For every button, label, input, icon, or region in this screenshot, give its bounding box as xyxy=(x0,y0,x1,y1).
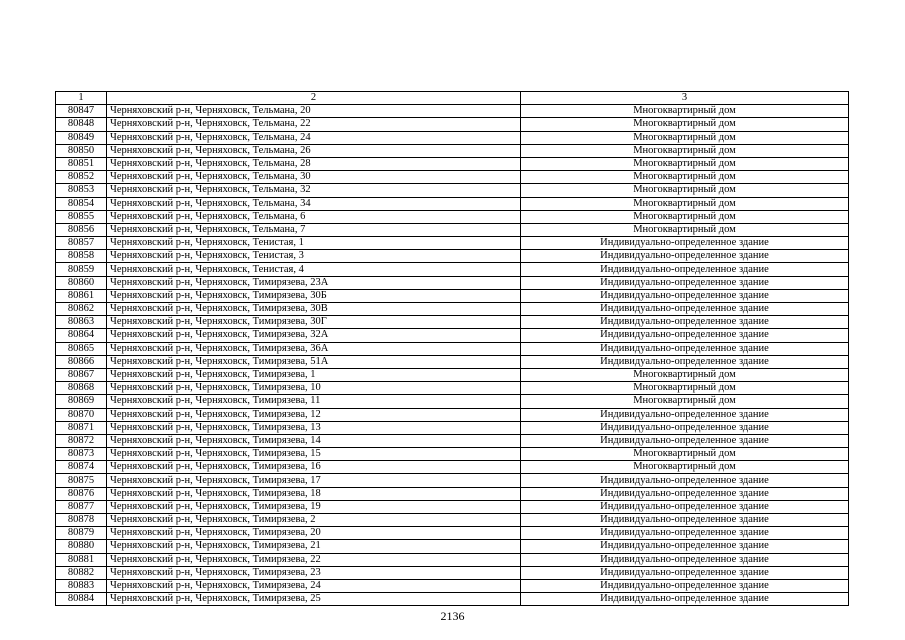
table-row xyxy=(56,171,849,184)
cell-number: 80848 xyxy=(56,118,107,131)
table-row xyxy=(56,210,849,223)
table-row xyxy=(56,184,849,197)
table-row xyxy=(56,250,849,263)
cell-number: 80875 xyxy=(56,474,107,487)
cell-object-type: Многоквартирный дом xyxy=(521,210,849,223)
cell-number: 80883 xyxy=(56,579,107,592)
cell-object-type: Индивидуально-определенное здание xyxy=(521,487,849,500)
cell-address: Черняховский р-н, Черняховск, Тимирязева, 13 xyxy=(107,421,521,434)
table-row xyxy=(56,131,849,144)
cell-address: Черняховский р-н, Черняховск, Тельмана, 22 xyxy=(107,118,521,131)
cell-object-type: Индивидуально-определенное здание xyxy=(521,514,849,527)
table-row xyxy=(56,474,849,487)
cell-number: 80878 xyxy=(56,514,107,527)
table-row xyxy=(56,566,849,579)
cell-object-type: Многоквартирный дом xyxy=(521,144,849,157)
cell-number: 80861 xyxy=(56,289,107,302)
cell-address: Черняховский р-н, Черняховск, Тимирязева, 30Г xyxy=(107,316,521,329)
table-row xyxy=(56,382,849,395)
cell-number: 80884 xyxy=(56,593,107,606)
cell-object-type: Многоквартирный дом xyxy=(521,448,849,461)
cell-address: Черняховский р-н, Черняховск, Тимирязева, 23А xyxy=(107,276,521,289)
cell-number: 80856 xyxy=(56,223,107,236)
cell-object-type: Многоквартирный дом xyxy=(521,223,849,236)
table-row xyxy=(56,289,849,302)
cell-address: Черняховский р-н, Черняховск, Тимирязева, 22 xyxy=(107,553,521,566)
cell-object-type: Индивидуально-определенное здание xyxy=(521,303,849,316)
cell-number: 80877 xyxy=(56,500,107,513)
table-row xyxy=(56,276,849,289)
cell-address: Черняховский р-н, Черняховск, Тимирязева, 21 xyxy=(107,540,521,553)
cell-address: Черняховский р-н, Черняховск, Тимирязева, 25 xyxy=(107,593,521,606)
table-row xyxy=(56,408,849,421)
table-row xyxy=(56,118,849,131)
cell-address: Черняховский р-н, Черняховск, Тимирязева, 24 xyxy=(107,579,521,592)
cell-object-type: Индивидуально-определенное здание xyxy=(521,566,849,579)
table-row xyxy=(56,316,849,329)
table-row xyxy=(56,105,849,118)
table-row xyxy=(56,355,849,368)
cell-number: 80867 xyxy=(56,368,107,381)
table-row xyxy=(56,540,849,553)
cell-number: 80863 xyxy=(56,316,107,329)
cell-address: Черняховский р-н, Черняховск, Тенистая, 4 xyxy=(107,263,521,276)
cell-address: Черняховский р-н, Черняховск, Тимирязева, 36А xyxy=(107,342,521,355)
cell-address: Черняховский р-н, Черняховск, Тенистая, 1 xyxy=(107,237,521,250)
table-row xyxy=(56,263,849,276)
cell-number: 80858 xyxy=(56,250,107,263)
cell-number: 80855 xyxy=(56,210,107,223)
table-row xyxy=(56,514,849,527)
cell-object-type: Индивидуально-определенное здание xyxy=(521,474,849,487)
cell-address: Черняховский р-н, Черняховск, Тельмана, 34 xyxy=(107,197,521,210)
cell-number: 80876 xyxy=(56,487,107,500)
cell-object-type: Индивидуально-определенное здание xyxy=(521,421,849,434)
table-row xyxy=(56,421,849,434)
cell-object-type: Индивидуально-определенное здание xyxy=(521,434,849,447)
cell-number: 80847 xyxy=(56,105,107,118)
cell-object-type: Многоквартирный дом xyxy=(521,395,849,408)
cell-address: Черняховский р-н, Черняховск, Тенистая, 3 xyxy=(107,250,521,263)
cell-object-type: Индивидуально-определенное здание xyxy=(521,250,849,263)
cell-address: Черняховский р-н, Черняховск, Тимирязева, 19 xyxy=(107,500,521,513)
table-row xyxy=(56,487,849,500)
cell-address: Черняховский р-н, Черняховск, Тимирязева, 18 xyxy=(107,487,521,500)
cell-address: Черняховский р-н, Черняховск, Тимирязева, 17 xyxy=(107,474,521,487)
table-row xyxy=(56,237,849,250)
table-row xyxy=(56,579,849,592)
cell-object-type: Индивидуально-определенное здание xyxy=(521,342,849,355)
cell-number: 80864 xyxy=(56,329,107,342)
cell-number: 80868 xyxy=(56,382,107,395)
cell-address: Черняховский р-н, Черняховск, Тимирязева, 23 xyxy=(107,566,521,579)
cell-object-type: Индивидуально-определенное здание xyxy=(521,263,849,276)
cell-address: Черняховский р-н, Черняховск, Тельмана, 26 xyxy=(107,144,521,157)
cell-number: 80872 xyxy=(56,434,107,447)
cell-object-type: Индивидуально-определенное здание xyxy=(521,540,849,553)
cell-address: Черняховский р-н, Черняховск, Тельмана, 20 xyxy=(107,105,521,118)
table-row xyxy=(56,434,849,447)
cell-address: Черняховский р-н, Черняховск, Тимирязева, 51А xyxy=(107,355,521,368)
cell-address: Черняховский р-н, Черняховск, Тельмана, 6 xyxy=(107,210,521,223)
cell-number: 80854 xyxy=(56,197,107,210)
cell-address: Черняховский р-н, Черняховск, Тельмана, 24 xyxy=(107,131,521,144)
cell-number: 80866 xyxy=(56,355,107,368)
register-table-body xyxy=(56,92,849,606)
cell-object-type: Многоквартирный дом xyxy=(521,105,849,118)
cell-number: 80862 xyxy=(56,303,107,316)
cell-address: Черняховский р-н, Черняховск, Тимирязева, 16 xyxy=(107,461,521,474)
cell-number: 80870 xyxy=(56,408,107,421)
cell-number: 80860 xyxy=(56,276,107,289)
table-row xyxy=(56,527,849,540)
table-row xyxy=(56,461,849,474)
cell-address: Черняховский р-н, Черняховск, Тимирязева, 14 xyxy=(107,434,521,447)
cell-object-type: Многоквартирный дом xyxy=(521,184,849,197)
table-row xyxy=(56,395,849,408)
table-row xyxy=(56,368,849,381)
cell-number: 80859 xyxy=(56,263,107,276)
cell-address: Черняховский р-н, Черняховск, Тимирязева, 15 xyxy=(107,448,521,461)
register-table xyxy=(55,91,849,606)
cell-number: 80850 xyxy=(56,144,107,157)
cell-object-type: Многоквартирный дом xyxy=(521,382,849,395)
column-header-2: 2 xyxy=(107,92,521,105)
cell-object-type: Индивидуально-определенное здание xyxy=(521,355,849,368)
cell-object-type: Индивидуально-определенное здание xyxy=(521,408,849,421)
cell-number: 80849 xyxy=(56,131,107,144)
cell-address: Черняховский р-н, Черняховск, Тельмана, 7 xyxy=(107,223,521,236)
cell-address: Черняховский р-н, Черняховск, Тимирязева, 11 xyxy=(107,395,521,408)
cell-number: 80869 xyxy=(56,395,107,408)
cell-object-type: Индивидуально-определенное здание xyxy=(521,593,849,606)
cell-object-type: Индивидуально-определенное здание xyxy=(521,579,849,592)
cell-address: Черняховский р-н, Черняховск, Тельмана, 30 xyxy=(107,171,521,184)
cell-number: 80853 xyxy=(56,184,107,197)
cell-object-type: Многоквартирный дом xyxy=(521,131,849,144)
table-row xyxy=(56,303,849,316)
table-row xyxy=(56,448,849,461)
table-row xyxy=(56,342,849,355)
cell-number: 80865 xyxy=(56,342,107,355)
cell-address: Черняховский р-н, Черняховск, Тимирязева, 10 xyxy=(107,382,521,395)
cell-object-type: Индивидуально-определенное здание xyxy=(521,329,849,342)
cell-number: 80879 xyxy=(56,527,107,540)
table-row xyxy=(56,197,849,210)
table-row xyxy=(56,329,849,342)
cell-object-type: Индивидуально-определенное здание xyxy=(521,289,849,302)
cell-object-type: Индивидуально-определенное здание xyxy=(521,527,849,540)
cell-object-type: Многоквартирный дом xyxy=(521,118,849,131)
cell-address: Черняховский р-н, Черняховск, Тимирязева, 20 xyxy=(107,527,521,540)
cell-number: 80873 xyxy=(56,448,107,461)
cell-object-type: Индивидуально-определенное здание xyxy=(521,553,849,566)
cell-address: Черняховский р-н, Черняховск, Тимирязева, 30Б xyxy=(107,289,521,302)
cell-object-type: Многоквартирный дом xyxy=(521,157,849,170)
column-header-1: 1 xyxy=(56,92,107,105)
table-row xyxy=(56,593,849,606)
cell-number: 80852 xyxy=(56,171,107,184)
cell-object-type: Многоквартирный дом xyxy=(521,368,849,381)
table-header-row xyxy=(56,92,849,105)
cell-number: 80874 xyxy=(56,461,107,474)
table-row xyxy=(56,157,849,170)
cell-object-type: Индивидуально-определенное здание xyxy=(521,500,849,513)
cell-address: Черняховский р-н, Черняховск, Тельмана, 28 xyxy=(107,157,521,170)
cell-address: Черняховский р-н, Черняховск, Тимирязева, 12 xyxy=(107,408,521,421)
cell-number: 80882 xyxy=(56,566,107,579)
cell-object-type: Многоквартирный дом xyxy=(521,461,849,474)
cell-object-type: Индивидуально-определенное здание xyxy=(521,276,849,289)
cell-number: 80857 xyxy=(56,237,107,250)
cell-address: Черняховский р-н, Черняховск, Тимирязева, 1 xyxy=(107,368,521,381)
cell-object-type: Многоквартирный дом xyxy=(521,197,849,210)
cell-object-type: Многоквартирный дом xyxy=(521,171,849,184)
cell-number: 80881 xyxy=(56,553,107,566)
table-row xyxy=(56,144,849,157)
cell-address: Черняховский р-н, Черняховск, Тельмана, 32 xyxy=(107,184,521,197)
cell-object-type: Индивидуально-определенное здание xyxy=(521,237,849,250)
cell-number: 80851 xyxy=(56,157,107,170)
table-row xyxy=(56,500,849,513)
cell-object-type: Индивидуально-определенное здание xyxy=(521,316,849,329)
page-number: 2136 xyxy=(440,609,465,623)
cell-number: 80880 xyxy=(56,540,107,553)
table-row xyxy=(56,553,849,566)
table-row xyxy=(56,223,849,236)
cell-address: Черняховский р-н, Черняховск, Тимирязева, 30В xyxy=(107,303,521,316)
cell-address: Черняховский р-н, Черняховск, Тимирязева, 2 xyxy=(107,514,521,527)
column-header-3: 3 xyxy=(521,92,849,105)
cell-number: 80871 xyxy=(56,421,107,434)
cell-address: Черняховский р-н, Черняховск, Тимирязева, 32А xyxy=(107,329,521,342)
